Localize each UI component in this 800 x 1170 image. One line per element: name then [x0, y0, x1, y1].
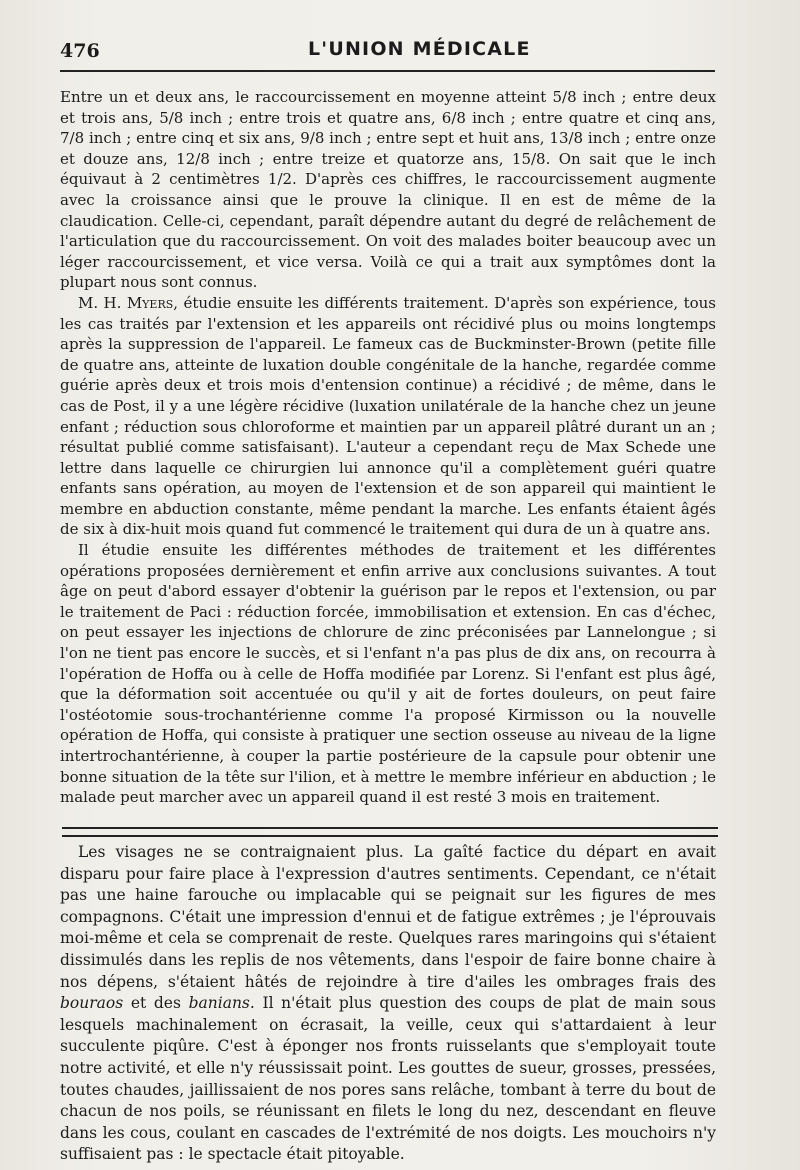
feuilleton-paragraph — [60, 842, 716, 1166]
word-banians: banians — [188, 994, 250, 1013]
page-header — [60, 38, 720, 68]
myers-lead: M. H. — [78, 293, 127, 312]
story-text-a: Les visages ne se contraignaient plus. La gaîté factice du départ en avait disparu pour faire place à l'expression d'autres sentiments. Cependant, ce n'était pas une haine farouche ou implacable qui se peignait sur les figures de mes compagnons. C'était une impression d'ennui et de fatigue extrêmes ; je l'éprouvais moi-même et cela se comprenait de reste. Quelques rares maringoins qui s'étaient dissimulés dans les replis de nos vêtements, dans l'espoir de faire bonne chaire à nos dépens, s'étaient hâtés de rejoindre à tire d'ailes les ombrages frais des — [60, 843, 716, 991]
section-divider — [62, 827, 718, 837]
feuilleton-section — [60, 842, 716, 1166]
journal-title: L'UNION MÉDICALE — [308, 38, 531, 60]
article-section — [60, 87, 716, 808]
article-paragraph-treatments: Il étudie ensuite les différentes méthodes de traitement et les différentes opérations proposées dernièrement et enfin arrive aux conclusions suivantes. A tout âge on peut d'abord essayer d'obtenir la guérison par le repos et l'extension, ou par le traitement de Paci : réduction forcée, immobilisation et extension. En cas d'échec, on peut essayer les injections de chlorure de zinc préconisées par Lannelongue ; si l'on ne tient pas encore le succès, et si l'enfant n'a pas plus de dix ans, on recourra à l'opération de Hoffa ou à celle de Hoffa modifiée par Lorenz. Si l'enfant est plus âgé, que la déformation soit accentuée ou qu'il y ait de fortes douleurs, on peut faire l'ostéotomie sous-trochantérienne comme l'a proposé Kirmisson ou la nouvelle opération de Hoffa, qui consiste à pratiquer une section osseuse au niveau de la ligne intertrochantérienne, à couper la partie postérieure de la capsule pour obtenir une bonne situation de la tête sur l'ilion, et à mettre le membre inférieur en abduction ; le malade peut marcher avec un appareil quand il est resté 3 mois en traitement. — [60, 541, 716, 807]
page-number: 476 — [60, 40, 100, 62]
story-text-mid: et des — [123, 994, 189, 1013]
author-name-myers: Myers — [126, 293, 174, 312]
story-text-b: . Il n'était plus question des coups de plat de main sous lesquels machinalement on écrasait, la veille, ceux qui s'attardaient à leur succulente piqûre. C'est à éponger nos fronts ruisselants que s'employait toute notre activité, et elle n'y réussissait point. Les gouttes de sueur, grosses, pressées, toutes chaudes, jaillissaient de nos pores sans relâche, tombant à terre du bout de chacun de nos poils, se réunissant en filets le long du nez, descendant en fleuve dans les cous, coulant en cascades de l'extrémité de nos doigts. Les mouchoirs n'y suffisaient pas : le spectacle était pitoyable. — [60, 994, 717, 1164]
article-paragraph-myers — [60, 293, 716, 540]
myers-body: , étudie ensuite les différents traitement. D'après son expérience, tous les cas traités par l'extension et les appareils ont récidivé plus ou moins longtemps après la suppression de l'appareil. Le fameux cas de Buckminster-Brown (petite fille de quatre ans, atteinte de luxation double congénitale de la hanche, regardée comme guérie après deux et trois mois d'entension continue) a récidivé ; de même, dans le cas de Post, il y a une légère récidive (luxation unilatérale de la hanche chez un jeune enfant ; réduction sous chloroforme et maintien par un appareil plâtré durant un an ; résultat publié comme satisfaisant). L'auteur a cependant reçu de Max Schede une lettre dans laquelle ce chirurgien lui annonce qu'il a complètement guéri quatre enfants sans opération, au moyen de l'extension et de son appareil qui maintient le membre en abduction constante, même pendant la marche. Les enfants étaient âgés de six à dix-huit mois quand fut commencé le traitement qui dura de un à quatre ans. — [60, 293, 716, 539]
header-rule — [60, 70, 715, 72]
article-paragraph-symptoms: Entre un et deux ans, le raccourcissement en moyenne atteint 5/8 inch ; entre deux et trois ans, 5/8 inch ; entre trois et quatre ans, 6/8 inch ; entre quatre et cinq ans, 7/8 inch ; entre cinq et six ans, 9/8 inch ; entre sept et huit ans, 13/8 inch ; entre onze et douze ans, 12/8 inch ; entre treize et quatorze ans, 15/8. On sait que le inch équivaut à 2 centimètres 1/2. D'après ces chiffres, le raccourcissement augmente avec la croissance ainsi que le prouve la clinique. Il en est de même de la claudication. Celle-ci, cependant, paraît dépendre autant du degré de relâchement de l'articulation que du raccourcissement. On voit des malades boiter beaucoup avec un léger raccourcissement, et vice versa. Voilà ce qui a trait aux symptômes dont la plupart nous sont connus. — [60, 88, 716, 292]
word-bouraos: bouraos — [60, 994, 124, 1013]
